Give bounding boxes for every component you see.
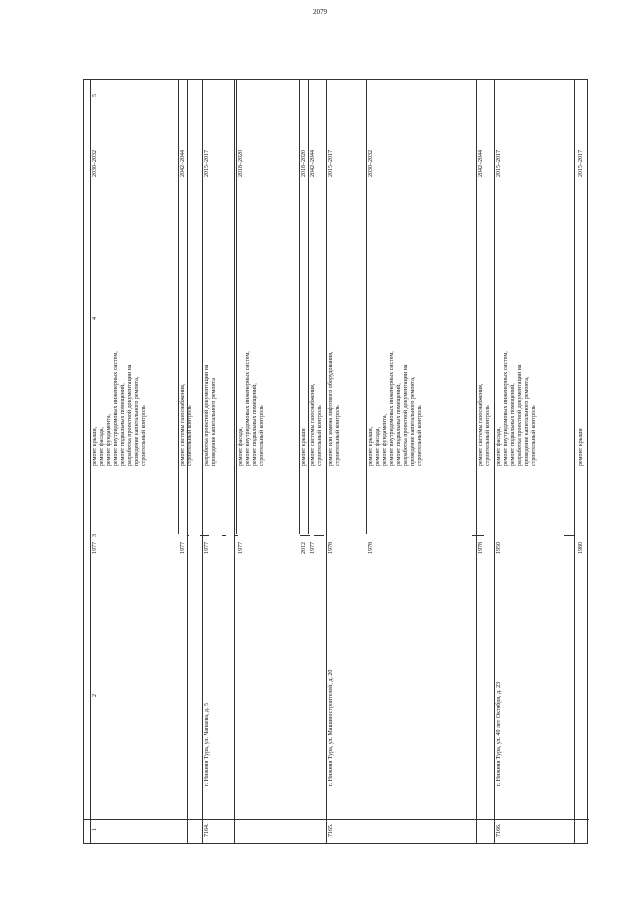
entry-7166-row-1-work-5: проведение капитального ремонта,	[524, 376, 530, 466]
entry-7164b-row-2-work-4: строительный контроль	[259, 405, 265, 466]
page-number: 2079	[313, 8, 327, 16]
entry-7164b-row-2-work-3: ремонт подвальных помещений,	[252, 383, 258, 466]
entry-7164-row-1-year: 1977	[92, 542, 98, 554]
entry-7166-number: 7166.	[496, 823, 502, 837]
entry-7164b-row-3-year: 2012	[301, 542, 307, 554]
entry-7164b-row-3-work-1: ремонт крыши	[301, 428, 307, 466]
entry-7166-row-2-period: 2015–2017	[578, 150, 584, 177]
entry-7165-row-2-work-7: проведение капитального ремонта,	[410, 376, 416, 466]
entry-7166-row-2-work-1: ремонт крыши	[578, 428, 584, 466]
entry-7166-row-1-work-6: строительный контроль	[531, 405, 537, 466]
entry-7165-address: г. Нижняя Тура, ул. Машиностроителей, д. 20	[328, 669, 334, 786]
entry-7165-row-3-period: 2042–2044	[478, 150, 484, 177]
entry-7164b-row-4-period: 2042–2044	[310, 150, 316, 177]
entry-7164-row-2-period: 2042–2044	[180, 150, 186, 177]
entry-7165-row-1-work-2: строительный контроль	[335, 405, 341, 466]
entry-7164b-row-2-period: 2018–2020	[238, 150, 244, 177]
entry-7165-number: 7165.	[328, 823, 334, 837]
entry-7164b-row-2-work-1: ремонт фасада,	[238, 427, 244, 466]
header-col-1: 1	[92, 828, 98, 831]
entry-7164-row-2-work-2: строительный контроль	[187, 405, 193, 466]
entry-7165-row-1-work-1: ремонт или замена лифтового оборудования,	[328, 351, 334, 466]
entry-7164-row-1-period: 2030–2032	[92, 150, 98, 177]
entry-7165-row-2-period: 2030–2032	[368, 150, 374, 177]
entry-7164-row-1-work-5: ремонт подвальных помещений,	[120, 383, 126, 466]
entry-7164-row-1-work-1: ремонт крыши,	[92, 426, 98, 466]
entry-7164b-row-4-work-1: ремонт системы газоснабжения,	[310, 383, 316, 466]
entry-7164-row-2-work-1: ремонт системы газоснабжения,	[180, 383, 186, 466]
entry-7165-row-2-year: 1978	[368, 542, 374, 554]
entry-7165-row-2-work-8: строительный контроль	[417, 405, 423, 466]
entry-7164b-row-1-year: 1977	[204, 542, 210, 554]
entry-7164-row-1-work-8: строительный контроль	[141, 405, 147, 466]
header-col-4: 4	[92, 317, 98, 320]
entry-7166-row-1-work-2: ремонт внутридомовых инженерных систем,	[503, 351, 509, 466]
entry-7166-row-2-year: 1980	[578, 542, 584, 554]
entry-7165-row-3-year: 1978	[478, 542, 484, 554]
entry-7164b-row-2-year: 1977	[238, 542, 244, 554]
entry-7165-row-1-period: 2015–2017	[328, 150, 334, 177]
entry-7164-row-1-work-7: проведение капитального ремонта,	[134, 376, 140, 466]
entry-7166-row-1-work-3: ремонт подвальных помещений,	[510, 383, 516, 466]
entry-7164b-row-3-period: 2018–2020	[301, 150, 307, 177]
entry-7166-row-1-period: 2015–2017	[496, 150, 502, 177]
entry-7164b-row-4-work-2: строительный контроль	[317, 405, 323, 466]
entry-7164b-row-2-work-2: ремонт внутридомовых инженерных систем,	[245, 351, 251, 466]
entry-7164-row-1-work-2: ремонт фасада,	[99, 427, 105, 466]
entry-7164b-row-1-work-2: проведение капитального ремонта	[211, 378, 217, 466]
entry-7166-row-1-work-1: ремонт фасада,	[496, 427, 502, 466]
entry-7164b-row-1-period: 2015–2017	[204, 150, 210, 177]
entry-7166-row-1-year: 1950	[496, 542, 502, 554]
entry-7164-row-1-work-6: разработка проектной документации на	[127, 364, 133, 466]
header-col-2: 2	[92, 694, 98, 697]
entry-7165-row-2-work-5: ремонт подвальных помещений,	[396, 383, 402, 466]
entry-7165-row-2-work-2: ремонт фасада,	[375, 427, 381, 466]
entry-7165-row-2-work-1: ремонт крыши,	[368, 426, 374, 466]
entry-7166-row-1-work-4: разработка проектной документации на	[517, 364, 523, 466]
entry-7165-row-3-work-2: строительный контроль	[485, 405, 491, 466]
entry-7164-row-1-work-3: ремонт фундамента,	[106, 414, 112, 466]
header-col-5: 5	[92, 94, 98, 97]
entry-7165-row-3-work-1: ремонт системы газоснабжения,	[478, 383, 484, 466]
capital-repair-table	[83, 79, 588, 844]
entry-7164-row-2-year: 1977	[180, 542, 186, 554]
entry-7165-row-2-work-3: ремонт фундамента,	[382, 414, 388, 466]
entry-7164b-row-1-work-1: разработка проектной документации на	[204, 364, 210, 466]
entry-7166-address: г. Нижняя Тура, ул. 40 лет Октября, д. 23	[496, 681, 502, 786]
entry-7165-row-2-work-6: разработка проектной документации на	[403, 364, 409, 466]
entry-7164b-row-4-year: 1977	[310, 542, 316, 554]
entry-7164-address: г. Нижняя Тура, ул. Чапаева, д. 5	[204, 703, 210, 786]
entry-7164-number: 7164.	[204, 823, 210, 837]
header-col-3: 3	[92, 534, 98, 537]
entry-7165-row-1-year: 1978	[328, 542, 334, 554]
entry-7164-row-1-work-4: ремонт внутридомовых инженерных систем,	[113, 351, 119, 466]
entry-7165-row-2-work-4: ремонт внутридомовых инженерных систем,	[389, 351, 395, 466]
